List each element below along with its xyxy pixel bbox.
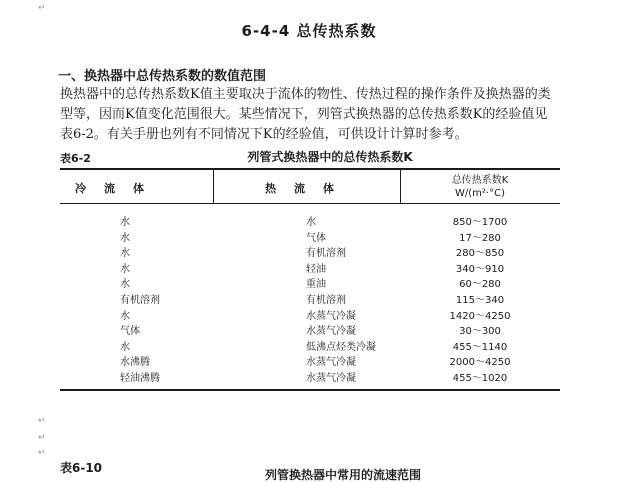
header-cold-fluid: 冷流体 bbox=[75, 182, 162, 195]
table-row bbox=[60, 213, 560, 229]
table-row bbox=[60, 260, 560, 276]
table-row bbox=[60, 353, 560, 369]
table-row bbox=[60, 307, 560, 323]
cold-fluid-cell: 水 bbox=[120, 263, 130, 275]
header-k-unit: W/(m²·°C) bbox=[455, 188, 505, 199]
k-value-cell: 455～1020 bbox=[452, 372, 508, 384]
table-row bbox=[60, 229, 560, 245]
k-value-cell: 280～850 bbox=[455, 248, 505, 260]
body-paragraph: 换热器中的总传热系数K值主要取决于流体的物性、传热过程的操作条件及换热器的类型等，因而K值变化范围很大。某些情况下，列管式换热器的总传热系数K的经验值见表6-2。有关手册也列有不同情况下K的经验值，可供设计计算时参考。 bbox=[60, 87, 551, 142]
table-top-rule bbox=[60, 168, 560, 170]
k-value-cell: 17～280 bbox=[459, 232, 501, 244]
table-number: 表6-2 bbox=[60, 152, 91, 165]
cold-fluid-cell: 水 bbox=[120, 341, 130, 353]
cold-fluid-cell: 水 bbox=[120, 248, 130, 260]
table-bottom-rule bbox=[60, 389, 560, 391]
next-table-number: 表6-10 bbox=[60, 461, 103, 475]
k-value-cell: 1420～4250 bbox=[449, 310, 511, 322]
next-table-caption: 列管换热器中常用的流速范围 bbox=[265, 468, 422, 482]
table-caption: 列管式换热器中的总传热系数K bbox=[247, 150, 413, 164]
hot-fluid-cell: 有机溶剂 bbox=[306, 294, 346, 306]
table-header-rule bbox=[60, 203, 560, 204]
hot-fluid-cell: 水蒸气冷凝 bbox=[306, 372, 356, 384]
table-row bbox=[60, 291, 560, 307]
cold-fluid-cell: 轻油沸腾 bbox=[120, 372, 160, 384]
k-value-cell: 340～910 bbox=[455, 263, 505, 275]
hot-fluid-cell: 水蒸气冷凝 bbox=[306, 326, 356, 338]
cold-fluid-cell: 水 bbox=[120, 310, 130, 322]
hot-fluid-cell: 水蒸气冷凝 bbox=[306, 357, 356, 369]
paragraph-mark: ↵ bbox=[38, 416, 46, 426]
table-row bbox=[60, 275, 560, 291]
subheading: 一、换热器中总传热系数的数值范围 bbox=[58, 69, 267, 84]
hot-fluid-cell: 有机溶剂 bbox=[306, 248, 346, 260]
hot-fluid-cell: 重油 bbox=[306, 279, 326, 291]
hot-fluid-cell: 低沸点烃类冷凝 bbox=[306, 341, 376, 353]
hot-fluid-cell: 水 bbox=[306, 217, 316, 228]
k-value-cell: 115～340 bbox=[455, 294, 505, 306]
cold-fluid-cell: 有机溶剂 bbox=[120, 294, 160, 306]
paragraph-mark: ↵ bbox=[38, 448, 46, 458]
cold-fluid-cell: 水 bbox=[120, 232, 130, 244]
section-title: 6-4-4 总传热系数 bbox=[241, 22, 377, 40]
cold-fluid-cell: 水 bbox=[120, 217, 130, 228]
cold-fluid-cell: 水 bbox=[120, 279, 130, 291]
table-body bbox=[60, 213, 560, 385]
hot-fluid-cell: 气体 bbox=[306, 232, 326, 244]
header-k-title: 总传热系数K bbox=[451, 175, 509, 186]
k-value-cell: 30～300 bbox=[459, 326, 501, 338]
hot-fluid-cell: 水蒸气冷凝 bbox=[306, 310, 356, 322]
k-value-cell: 2000～4250 bbox=[449, 357, 511, 369]
table-row bbox=[60, 244, 560, 260]
paragraph-mark: ↵ bbox=[38, 433, 46, 443]
paragraph-mark: ↵ bbox=[38, 3, 46, 13]
table-row bbox=[60, 338, 560, 354]
hot-fluid-cell: 轻油 bbox=[306, 263, 326, 275]
table-row bbox=[60, 322, 560, 338]
table-row bbox=[60, 369, 560, 385]
header-hot-fluid: 热流体 bbox=[265, 182, 352, 195]
k-value-cell: 850～1700 bbox=[452, 217, 508, 228]
cold-fluid-cell: 气体 bbox=[120, 326, 140, 338]
cold-fluid-cell: 水沸腾 bbox=[120, 357, 150, 369]
k-value-cell: 455～1140 bbox=[452, 341, 508, 353]
k-value-cell: 60～280 bbox=[459, 279, 501, 291]
header-divider bbox=[213, 170, 214, 203]
